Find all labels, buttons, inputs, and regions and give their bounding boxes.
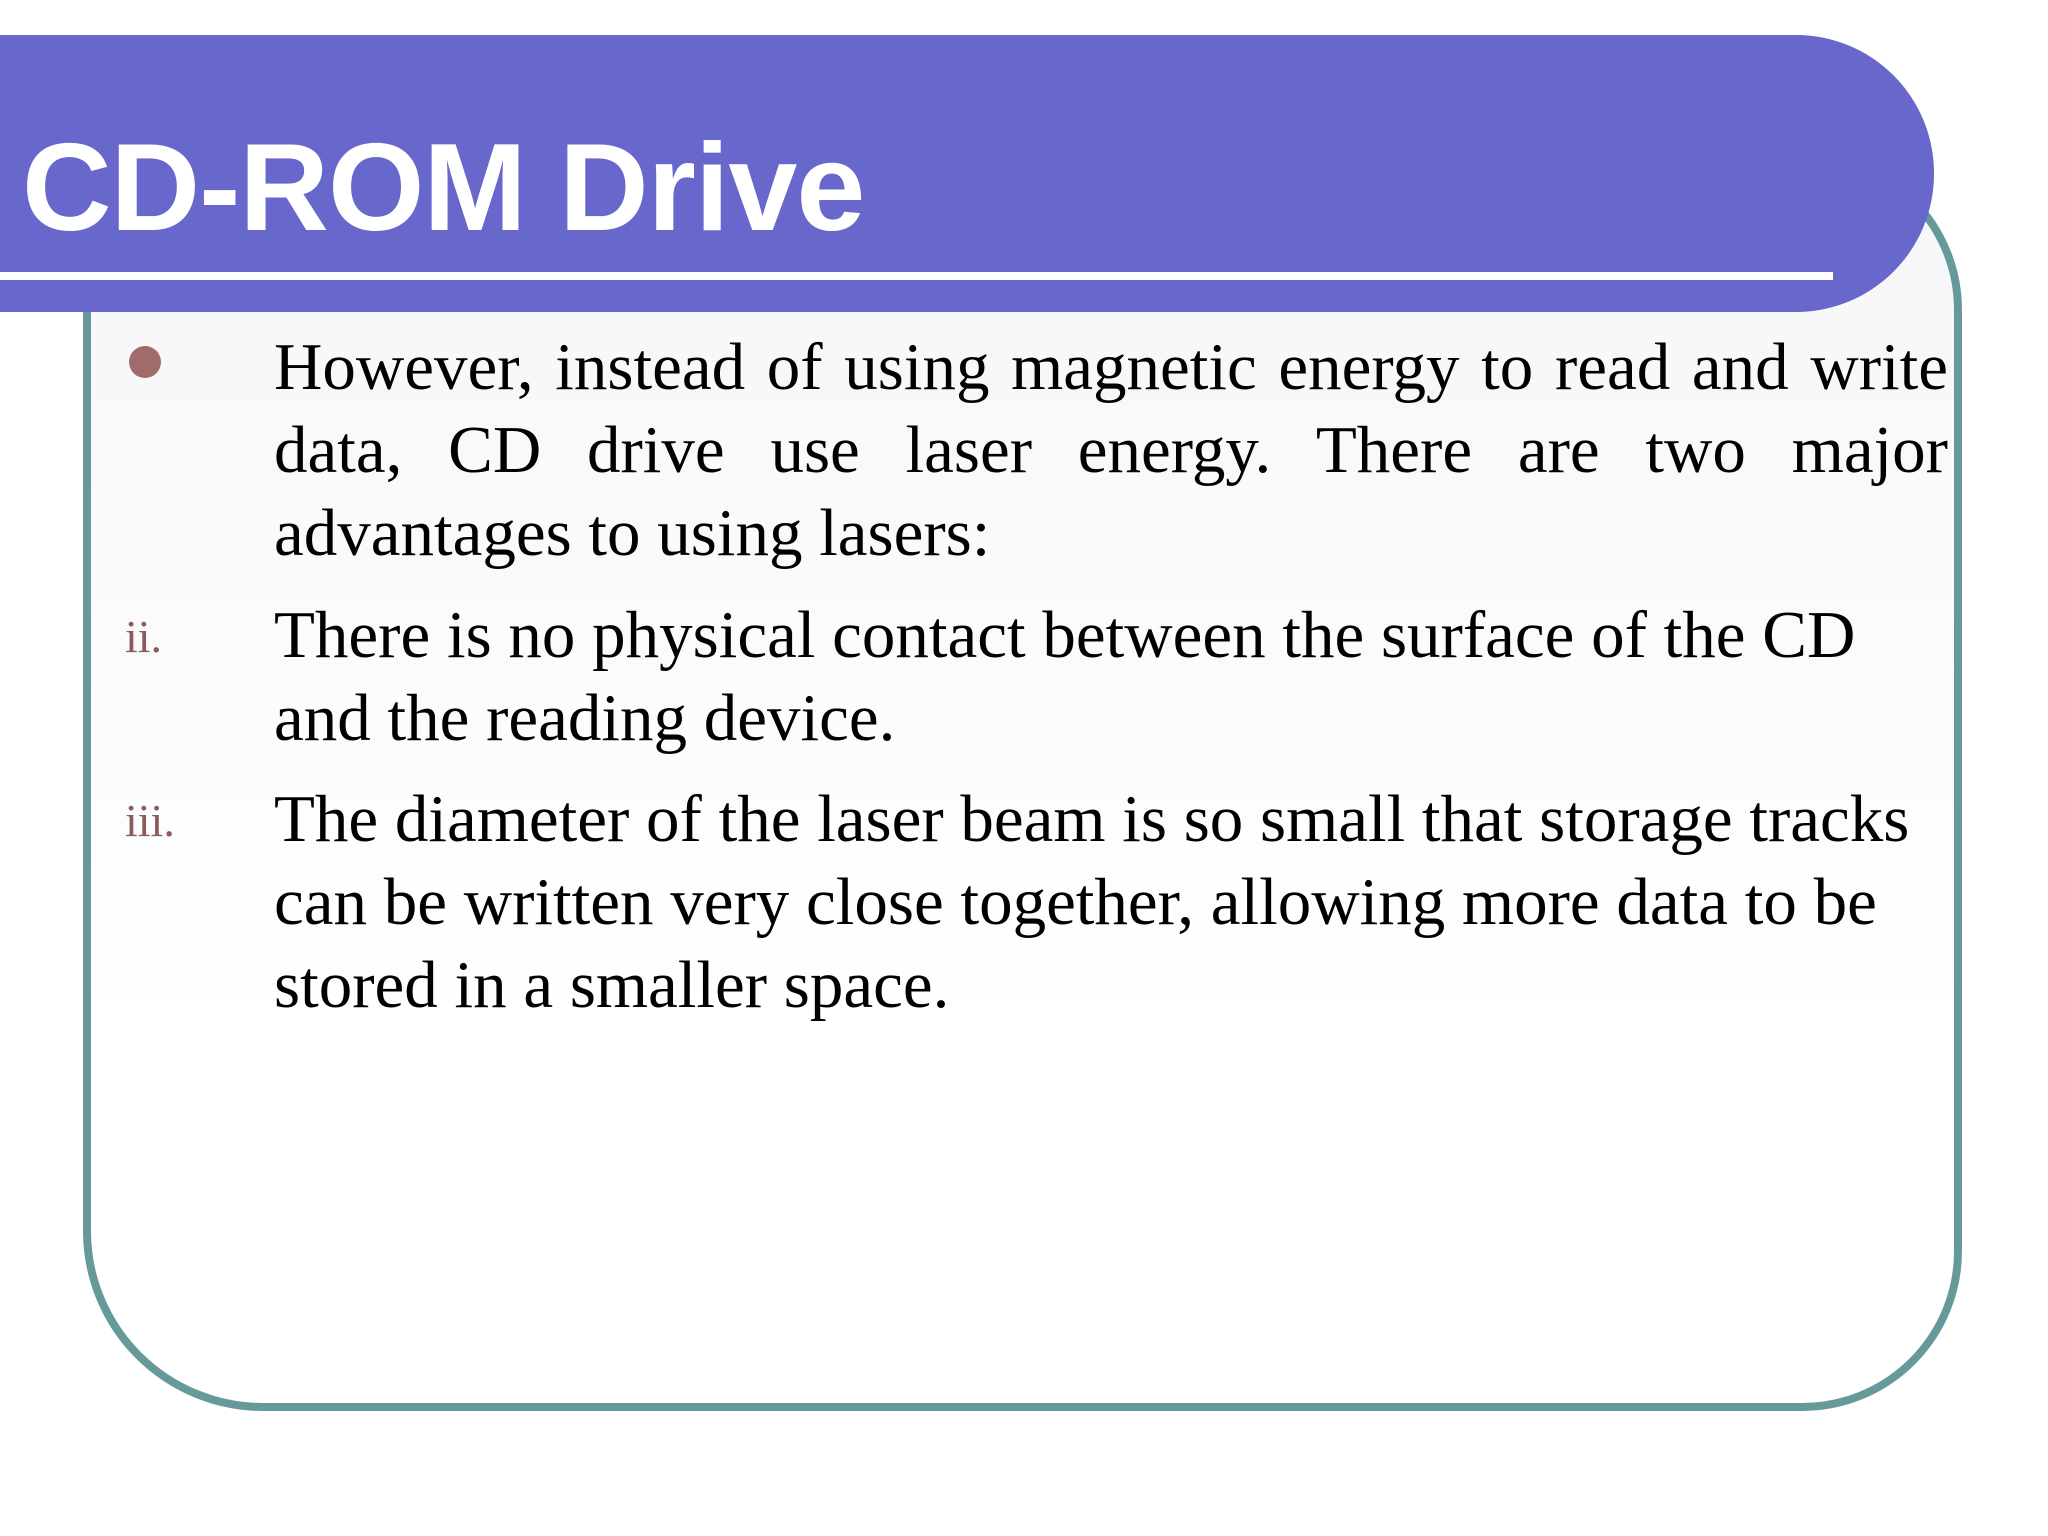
slide-title: CD-ROM Drive bbox=[22, 119, 865, 257]
list-item-text: However, instead of using magnetic energy to read and write data, CD drive use laser energy. There are two major advantages to using lasers: bbox=[274, 330, 1948, 570]
list-item-text: There is no physical contact between the surface of the CD and the reading device. bbox=[274, 598, 1856, 755]
list-item-marker: ii. bbox=[125, 611, 163, 662]
list-item-text: The diameter of the laser beam is so small that storage tracks can be written very close together, allowing more data to be stored in a smaller space. bbox=[274, 782, 1910, 1022]
bullet-dot-icon bbox=[129, 346, 161, 378]
list-item-marker: iii. bbox=[125, 795, 175, 846]
